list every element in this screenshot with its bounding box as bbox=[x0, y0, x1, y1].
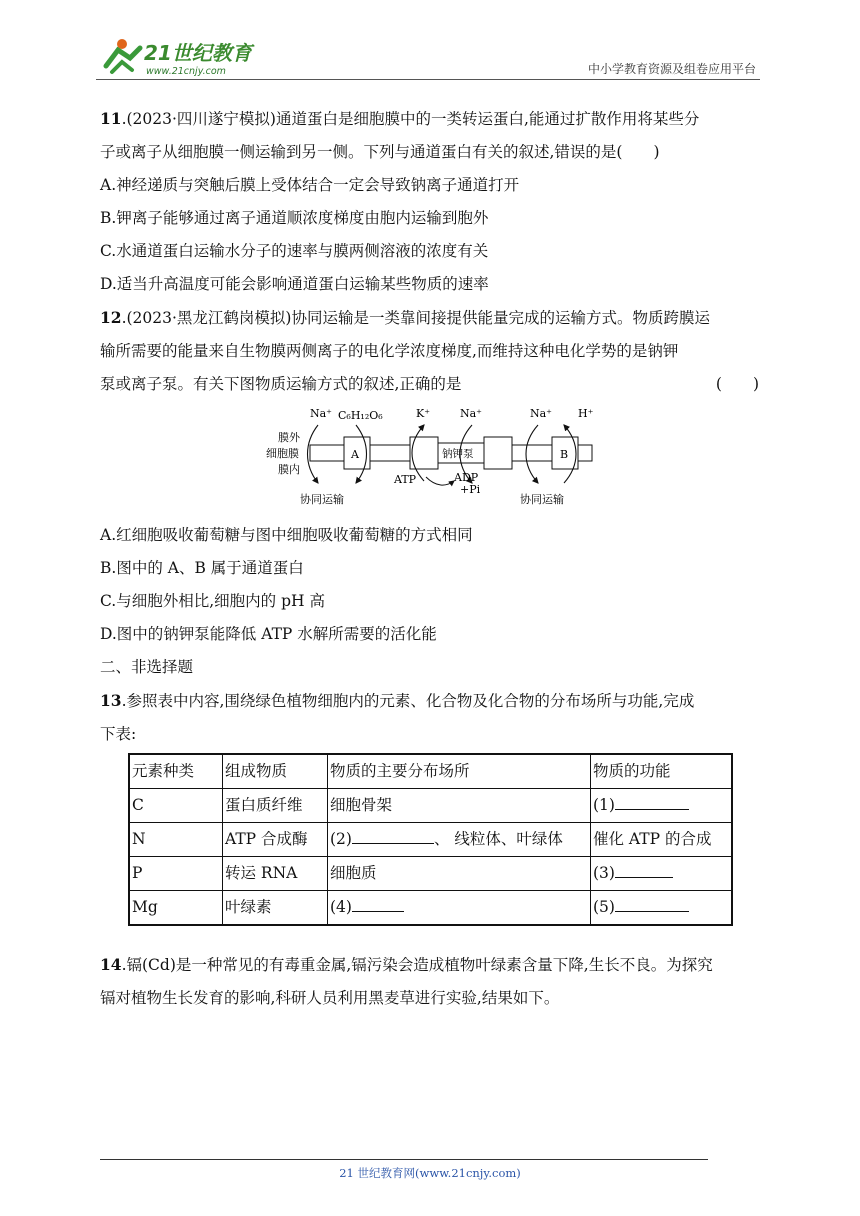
label-cotransport-1: 协同运输 bbox=[300, 493, 344, 506]
blank-label: (1) bbox=[593, 796, 615, 814]
table-cell: C bbox=[129, 789, 223, 823]
ion-na-1: Na⁺ bbox=[310, 407, 332, 420]
label-membrane: 细胞膜 bbox=[266, 447, 299, 460]
table-cell: N bbox=[129, 823, 223, 857]
answer-blank-2[interactable] bbox=[352, 829, 434, 844]
table-cell bbox=[328, 891, 591, 926]
table-header-cell: 元素种类 bbox=[129, 754, 223, 789]
ion-na-3: Na⁺ bbox=[530, 407, 552, 420]
table-cell: 转运 RNA bbox=[223, 857, 328, 891]
header-divider bbox=[96, 79, 760, 80]
q12-stem-line3-text: 泵或离子泵。有关下图物质运输方式的叙述,正确的是 bbox=[100, 375, 462, 393]
q11-option-d: D.适当升高温度可能会影响通道蛋白运输某些物质的速率 bbox=[100, 275, 489, 293]
q11-stem-line1: 11.(2023·四川遂宁模拟)通道蛋白是细胞膜中的一类转运蛋白,能通过扩散作用将某些分 bbox=[100, 109, 700, 128]
table-header-cell: 组成物质 bbox=[223, 754, 328, 789]
q13-stem-line1: 13.参照表中内容,围绕绿色植物细胞内的元素、化合物及化合物的分布场所与功能,完成 bbox=[100, 691, 695, 710]
footer-text[interactable]: 21 世纪教育网(www.21cnjy.com) bbox=[339, 1166, 521, 1180]
svg-text:B: B bbox=[560, 448, 569, 461]
ion-na-2: Na⁺ bbox=[460, 407, 482, 420]
q12-option-b: B.图中的 A、B 属于通道蛋白 bbox=[100, 559, 304, 577]
blank-label: (3) bbox=[593, 864, 615, 882]
q11-option-a: A.神经递质与突触后膜上受体结合一定会导致钠离子通道打开 bbox=[100, 176, 520, 194]
label-inside: 膜内 bbox=[278, 463, 300, 476]
q14-stem-line1: 14.镉(Cd)是一种常见的有毒重金属,镉污染会造成植物叶绿素含量下降,生长不良。为探究 bbox=[100, 955, 713, 974]
ion-glucose: C₆H₁₂O₆ bbox=[338, 409, 383, 422]
table-cell: P bbox=[129, 857, 223, 891]
question-number: 11 bbox=[100, 109, 122, 128]
blank-label: (4) bbox=[330, 898, 352, 916]
table-cell bbox=[591, 857, 733, 891]
table-cell bbox=[591, 789, 733, 823]
svg-text:A: A bbox=[351, 448, 359, 461]
header-platform-text: 中小学教育资源及组卷应用平台 bbox=[587, 62, 756, 76]
page-header bbox=[96, 36, 760, 80]
table-row bbox=[129, 857, 732, 891]
answer-blank-4[interactable] bbox=[352, 897, 404, 912]
table-row bbox=[129, 823, 732, 857]
label-adp: ADP bbox=[454, 471, 479, 484]
table-header-cell: 物质的主要分布场所 bbox=[328, 754, 591, 789]
svg-text:www.21cnjy.com: www.21cnjy.com bbox=[146, 66, 226, 77]
label-cotransport-2: 协同运输 bbox=[520, 493, 564, 506]
question-number: 14 bbox=[100, 955, 122, 974]
q12-stem-line3 bbox=[100, 368, 765, 401]
q12-stem-line1: 12.(2023·黑龙江鹤岗模拟)协同运输是一类靠间接提供能量完成的运输方式。物质跨膜运 bbox=[100, 308, 710, 327]
blank-label: (5) bbox=[593, 898, 615, 916]
table-cell: 蛋白质纤维 bbox=[223, 789, 328, 823]
table-cell bbox=[328, 823, 591, 857]
place-suffix: 、 线粒体、叶绿体 bbox=[433, 830, 563, 848]
q14-stem-line2: 镉对植物生长发育的影响,科研人员利用黑麦草进行实验,结果如下。 bbox=[100, 989, 560, 1007]
q11-option-b: B.钾离子能够通过离子通道顺浓度梯度由胞内运输到胞外 bbox=[100, 209, 489, 227]
label-outside: 膜外 bbox=[278, 431, 300, 444]
table-cell: 细胞骨架 bbox=[328, 789, 591, 823]
table-cell: ATP 合成酶 bbox=[223, 823, 328, 857]
section-heading: 二、非选择题 bbox=[100, 658, 194, 676]
q12-option-a: A.红细胞吸收葡萄糖与图中细胞吸收葡萄糖的方式相同 bbox=[100, 526, 473, 544]
table-cell: 叶绿素 bbox=[223, 891, 328, 926]
ion-k: K⁺ bbox=[416, 407, 431, 420]
q13-stem-line2: 下表: bbox=[100, 725, 137, 743]
answer-blank-5[interactable] bbox=[615, 897, 689, 912]
svg-text:21世纪教育: 21世纪教育 bbox=[144, 41, 252, 65]
table-header-row bbox=[129, 754, 732, 789]
q12-option-c: C.与细胞外相比,细胞内的 pH 高 bbox=[100, 592, 325, 610]
q11-option-c: C.水通道蛋白运输水分子的速率与膜两侧溶液的浓度有关 bbox=[100, 242, 489, 260]
atp-arrow bbox=[426, 477, 454, 485]
table-cell: 细胞质 bbox=[328, 857, 591, 891]
q12-answer-paren: ( ) bbox=[715, 375, 759, 393]
answer-blank-3[interactable] bbox=[615, 863, 673, 878]
table-cell: Mg bbox=[129, 891, 223, 926]
table-cell bbox=[591, 891, 733, 926]
footer-divider bbox=[100, 1159, 708, 1160]
q12-stem-line2: 输所需要的能量来自生物膜两侧离子的电化学浓度梯度,而维持这种电化学势的是钠钾 bbox=[100, 342, 679, 360]
table-header-cell: 物质的功能 bbox=[591, 754, 733, 789]
table-cell: 催化 ATP 的合成 bbox=[591, 823, 733, 857]
question-number: 13 bbox=[100, 691, 122, 710]
table-row bbox=[129, 789, 732, 823]
question-number: 12 bbox=[100, 308, 122, 327]
q11-stem-line2: 子或离子从细胞膜一侧运输到另一侧。下列与通道蛋白有关的叙述,错误的是( ) bbox=[100, 143, 660, 161]
table-row bbox=[129, 891, 732, 926]
site-logo bbox=[96, 36, 266, 78]
element-function-table bbox=[128, 753, 733, 926]
answer-blank-1[interactable] bbox=[615, 795, 689, 810]
ion-h: H⁺ bbox=[578, 407, 594, 420]
q12-option-d: D.图中的钠钾泵能降低 ATP 水解所需要的活化能 bbox=[100, 625, 437, 643]
membrane-transport-diagram bbox=[100, 403, 765, 513]
label-pi: +Pi bbox=[460, 483, 481, 496]
svg-text:钠钾泵: 钠钾泵 bbox=[442, 448, 474, 460]
label-atp: ATP bbox=[394, 473, 417, 486]
blank-label: (2) bbox=[330, 830, 352, 848]
page-content bbox=[100, 102, 765, 1015]
